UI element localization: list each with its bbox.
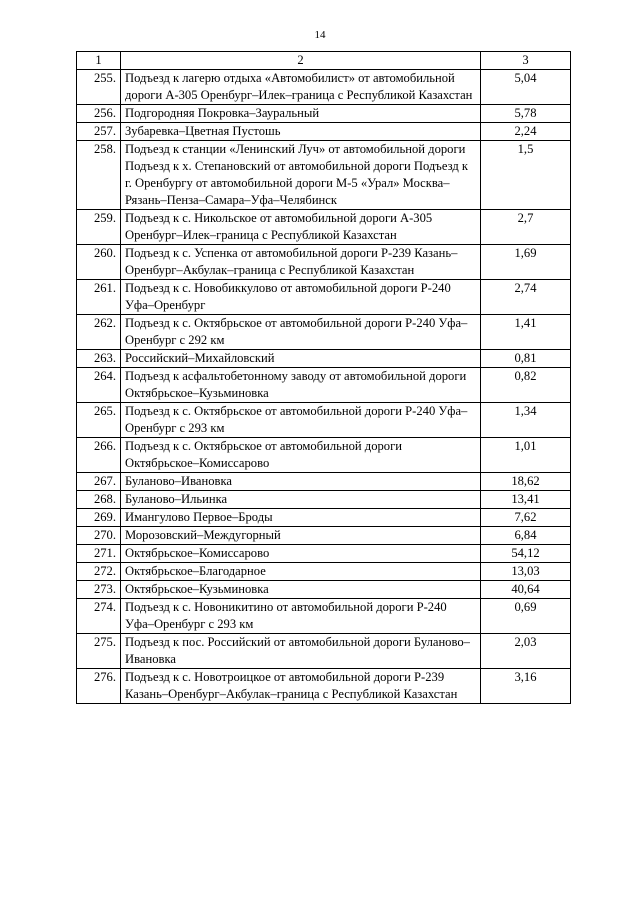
- row-number: 274.: [77, 599, 121, 634]
- road-length: 5,04: [481, 70, 571, 105]
- road-name: Буланово–Ивановка: [121, 473, 481, 491]
- road-length: 3,16: [481, 669, 571, 704]
- road-length: 1,01: [481, 438, 571, 473]
- table-row: [77, 634, 571, 669]
- row-number: 275.: [77, 634, 121, 669]
- table-row: [77, 141, 571, 210]
- road-length: 1,34: [481, 403, 571, 438]
- road-length: 5,78: [481, 105, 571, 123]
- table-row: [77, 123, 571, 141]
- table-row: [77, 545, 571, 563]
- road-name: Подъезд к с. Никольское от автомобильной дороги А-305 Оренбург–Илек–граница с Республикой Казахстан: [121, 210, 481, 245]
- row-number: 260.: [77, 245, 121, 280]
- road-name: Буланово–Ильинка: [121, 491, 481, 509]
- row-number: 271.: [77, 545, 121, 563]
- road-length: 54,12: [481, 545, 571, 563]
- road-length: 1,5: [481, 141, 571, 210]
- row-number: 267.: [77, 473, 121, 491]
- table-row: [77, 527, 571, 545]
- road-length: 2,24: [481, 123, 571, 141]
- road-name: Подъезд к станции «Ленинский Луч» от автомобильной дороги Подъезд к х. Степановский от автомобильной дороги Подъезд к г. Оренбургу от автомобильной дороги М-5 «Урал» Москва–Рязань–Пенза–Самара–Уфа–Челябинск: [121, 141, 481, 210]
- page-number: 14: [314, 29, 326, 41]
- row-number: 258.: [77, 141, 121, 210]
- road-length: 2,7: [481, 210, 571, 245]
- road-name: Подъезд к с. Новобиккулово от автомобильной дороги Р-240 Уфа–Оренбург: [121, 280, 481, 315]
- row-number: 265.: [77, 403, 121, 438]
- row-number: 268.: [77, 491, 121, 509]
- table-row: [77, 473, 571, 491]
- road-name: Подгородняя Покровка–Зауральный: [121, 105, 481, 123]
- table-row: [77, 581, 571, 599]
- road-name: Зубаревка–Цветная Пустошь: [121, 123, 481, 141]
- table-row: [77, 509, 571, 527]
- table-row: [77, 210, 571, 245]
- row-number: 270.: [77, 527, 121, 545]
- road-length: 13,03: [481, 563, 571, 581]
- roads-table: [76, 51, 571, 704]
- road-name: Морозовский–Междугорный: [121, 527, 481, 545]
- table-row: [77, 438, 571, 473]
- road-name: Подъезд к с. Новоникитино от автомобильной дороги Р-240 Уфа–Оренбург с 293 км: [121, 599, 481, 634]
- road-name: Подъезд к с. Октябрьское от автомобильной дороги Октябрьское–Комиссарово: [121, 438, 481, 473]
- road-length: 7,62: [481, 509, 571, 527]
- road-name: Российский–Михайловский: [121, 350, 481, 368]
- road-length: 0,69: [481, 599, 571, 634]
- table-row: [77, 280, 571, 315]
- row-number: 264.: [77, 368, 121, 403]
- road-length: 40,64: [481, 581, 571, 599]
- road-name: Подъезд к с. Новотроицкое от автомобильной дороги Р-239 Казань–Оренбург–Акбулак–граница с Республикой Казахстан: [121, 669, 481, 704]
- row-number: 259.: [77, 210, 121, 245]
- row-number: 262.: [77, 315, 121, 350]
- table-header-row: [77, 52, 571, 70]
- road-name: Октябрьское–Кузьминовка: [121, 581, 481, 599]
- table-row: [77, 669, 571, 704]
- road-length: 6,84: [481, 527, 571, 545]
- road-name: Подъезд к асфальтобетонному заводу от автомобильной дороги Октябрьское–Кузьминовка: [121, 368, 481, 403]
- road-name: Октябрьское–Комиссарово: [121, 545, 481, 563]
- row-number: 256.: [77, 105, 121, 123]
- header-col-number: 1: [77, 52, 121, 70]
- table-row: [77, 368, 571, 403]
- row-number: 266.: [77, 438, 121, 473]
- row-number: 273.: [77, 581, 121, 599]
- row-number: 263.: [77, 350, 121, 368]
- row-number: 272.: [77, 563, 121, 581]
- road-name: Имангулово Первое–Броды: [121, 509, 481, 527]
- table-row: [77, 70, 571, 105]
- table-row: [77, 315, 571, 350]
- row-number: 257.: [77, 123, 121, 141]
- table-row: [77, 105, 571, 123]
- road-name: Подъезд к с. Успенка от автомобильной дороги Р-239 Казань–Оренбург–Акбулак–граница с Республикой Казахстан: [121, 245, 481, 280]
- road-length: 0,81: [481, 350, 571, 368]
- road-name: Подъезд к пос. Российский от автомобильной дороги Буланово–Ивановка: [121, 634, 481, 669]
- road-length: 2,03: [481, 634, 571, 669]
- road-length: 0,82: [481, 368, 571, 403]
- road-length: 1,69: [481, 245, 571, 280]
- table-row: [77, 245, 571, 280]
- road-length: 18,62: [481, 473, 571, 491]
- header-col-length: 3: [481, 52, 571, 70]
- road-name: Октябрьское–Благодарное: [121, 563, 481, 581]
- table-row: [77, 491, 571, 509]
- road-length: 13,41: [481, 491, 571, 509]
- road-length: 2,74: [481, 280, 571, 315]
- table-row: [77, 563, 571, 581]
- header-col-name: 2: [121, 52, 481, 70]
- table-row: [77, 350, 571, 368]
- row-number: 269.: [77, 509, 121, 527]
- road-name: Подъезд к с. Октябрьское от автомобильной дороги Р-240 Уфа–Оренбург с 292 км: [121, 315, 481, 350]
- road-name: Подъезд к с. Октябрьское от автомобильной дороги Р-240 Уфа–Оренбург с 293 км: [121, 403, 481, 438]
- row-number: 261.: [77, 280, 121, 315]
- road-length: 1,41: [481, 315, 571, 350]
- row-number: 276.: [77, 669, 121, 704]
- table-row: [77, 403, 571, 438]
- road-name: Подъезд к лагерю отдыха «Автомобилист» от автомобильной дороги А-305 Оренбург–Илек–граница с Республикой Казахстан: [121, 70, 481, 105]
- row-number: 255.: [77, 70, 121, 105]
- table-row: [77, 599, 571, 634]
